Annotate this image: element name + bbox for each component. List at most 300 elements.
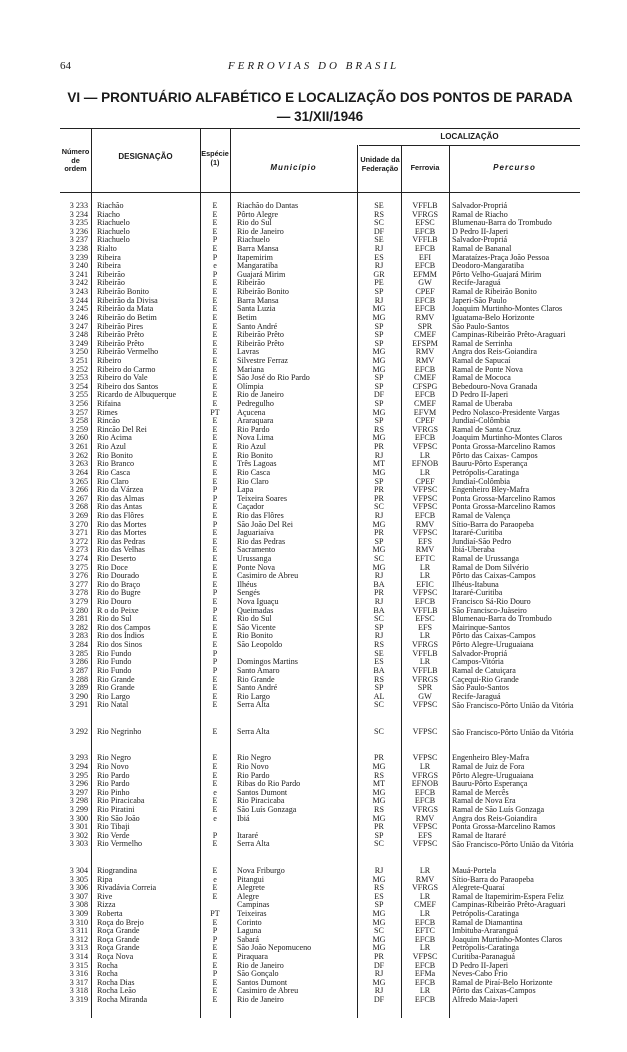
row-unidade: MG (372, 304, 386, 314)
row-municipio: Pitangui (237, 874, 264, 884)
row-ferrovia: EFCB (414, 934, 436, 944)
row-number: 3 285 (69, 648, 88, 658)
row-number: 3 235 (69, 218, 88, 228)
row-ferrovia: LR (419, 562, 431, 572)
row-designacao: Rialto (97, 244, 117, 254)
row-designacao: Roça Grande (97, 926, 140, 936)
row-number: 3 283 (69, 631, 88, 641)
row-percurso: Francisco Sá-Rio Douro (452, 597, 531, 607)
row-especie: E (212, 700, 218, 710)
row-percurso: Neves-Cabo Frio (452, 969, 508, 979)
row-unidade: RJ (374, 597, 384, 607)
row-ferrovia: EFMa (414, 969, 436, 979)
row-especie: E (212, 952, 218, 962)
row-designacao: Rio Doce (97, 562, 128, 572)
row-number: 3 302 (69, 830, 88, 840)
row-especie: E (212, 891, 218, 901)
row-designacao: Roça Grande (97, 934, 140, 944)
row-ferrovia: VFRGS (411, 640, 439, 650)
row-municipio: Teixeiras (237, 908, 267, 918)
row-especie: E (212, 986, 218, 996)
row-municipio: Serra Alta (237, 726, 270, 736)
row-percurso: Ramal de Mococa (452, 373, 511, 383)
row-number: 3 289 (69, 683, 88, 693)
page-number: 64 (60, 60, 71, 72)
row-percurso: Ponta Grossa-Marcelino Ramos (452, 502, 556, 512)
header-bottom-rule (60, 192, 580, 193)
row-number: 3 236 (69, 226, 88, 236)
row-number: 3 251 (69, 355, 88, 365)
row-percurso: Sítio-Barra do Paraopeba (452, 874, 534, 884)
row-unidade: SP (374, 381, 384, 391)
row-percurso: D Pedro II-Japeri (452, 226, 509, 236)
row-unidade: BA (373, 665, 385, 675)
row-especie: E (212, 442, 218, 452)
row-designacao: Rio do Bugre (97, 588, 141, 598)
row-ferrovia: CMEF (413, 900, 437, 910)
row-unidade: RJ (374, 865, 384, 875)
row-unidade: SC (374, 502, 384, 512)
row-ferrovia: LR (419, 943, 431, 953)
table-row (60, 684, 580, 693)
row-percurso: Pedro Nolasco-Presidente Vargas (452, 407, 560, 417)
row-unidade: SC (374, 218, 384, 228)
row-number: 3 249 (69, 338, 88, 348)
row-unidade: ES (374, 891, 384, 901)
row-municipio: Santo André (237, 321, 278, 331)
row-unidade: PR (374, 493, 384, 503)
row-especie: E (212, 355, 218, 365)
row-unidade: DF (373, 390, 385, 400)
row-especie: P (212, 235, 218, 245)
section-title-line1: VI — PRONTUÁRIO ALFABÉTICO E LOCALIZAÇÃO DOS PONTOS DE PARADA (67, 90, 573, 105)
row-unidade: RJ (374, 986, 384, 996)
row-ferrovia: CMEF (413, 373, 437, 383)
row-unidade: PR (374, 753, 384, 763)
row-ferrovia: VFPSC (412, 822, 438, 832)
row-ferrovia: VFPSC (412, 839, 438, 849)
row-ferrovia: EFCB (414, 244, 436, 254)
row-municipio: Alegrete (237, 883, 265, 893)
row-percurso: São Francisco-Pôrto União da Vitória (452, 727, 574, 737)
row-number: 3 274 (69, 553, 88, 563)
row-ferrovia: LR (419, 761, 431, 771)
row-municipio: Ibiá (237, 813, 250, 823)
row-especie: E (212, 917, 218, 927)
row-especie: E (212, 770, 218, 780)
row-unidade: SC (374, 926, 384, 936)
row-number: 3 278 (69, 588, 88, 598)
row-number: 3 317 (69, 977, 88, 987)
row-percurso: Japeri-São Paulo (452, 295, 507, 305)
row-number: 3 275 (69, 562, 88, 572)
row-unidade: ES (374, 657, 384, 667)
row-especie: E (212, 779, 218, 789)
row-unidade: SC (374, 839, 384, 849)
row-ferrovia: LR (419, 891, 431, 901)
row-number: 3 313 (69, 943, 88, 953)
row-number: 3 315 (69, 960, 88, 970)
row-percurso: Campinas-Ribeirão Prêto-Araguari (452, 900, 566, 910)
row-number: 3 256 (69, 399, 88, 409)
row-designacao: Rio das Pedras (97, 536, 146, 546)
row-ferrovia: VFFLB (412, 235, 438, 245)
row-especie: E (212, 467, 218, 477)
row-percurso: Jundiaí-São Pedro (452, 536, 512, 546)
row-especie: E (212, 796, 218, 806)
row-ferrovia: EFCB (414, 960, 436, 970)
row-municipio: Rio do Sul (237, 218, 272, 228)
row-unidade: BA (373, 579, 385, 589)
row-especie: E (212, 640, 218, 650)
row-number: 3 238 (69, 244, 88, 254)
row-designacao: Ribeirão do Betim (97, 312, 157, 322)
row-designacao: Rio Piracicaba (97, 796, 145, 806)
row-designacao: Rocha Dias (97, 977, 135, 987)
row-municipio: Pedregulho (237, 399, 274, 409)
row-especie: E (212, 209, 218, 219)
row-unidade: RJ (374, 261, 384, 271)
row-percurso: Ilhéus-Itabuna (452, 579, 499, 589)
row-ferrovia: LR (419, 450, 431, 460)
row-percurso: Pôrto Alegre-Uruguaiana (452, 770, 534, 780)
row-designacao: Rio das Almas (97, 493, 145, 503)
row-municipio: Ribas do Rio Pardo (237, 779, 301, 789)
row-designacao: Rio Negrinho (97, 726, 142, 736)
row-especie: P (212, 269, 218, 279)
row-especie: E (212, 201, 218, 210)
row-unidade: SP (374, 321, 384, 331)
row-especie: P (212, 969, 218, 979)
row-municipio: Piraquara (237, 952, 269, 962)
row-designacao: Rio das Flôres (97, 510, 144, 520)
row-percurso: Ramal de Catuiçara (452, 665, 516, 675)
row-number: 3 314 (69, 952, 88, 962)
row-ferrovia: EFSPM (412, 338, 438, 348)
row-especie: E (212, 726, 218, 736)
row-unidade: SP (374, 330, 384, 340)
row-municipio: Lavras (237, 347, 260, 357)
row-designacao: Rio Deserto (97, 553, 136, 563)
row-percurso: Petrópolis-Caratinga (452, 943, 519, 953)
row-number: 3 287 (69, 665, 88, 675)
row-percurso: Angra dos Reis-Goiandira (452, 347, 537, 357)
row-designacao: Rio Verde (97, 830, 130, 840)
row-municipio: Rio Azul (237, 442, 267, 452)
row-ferrovia: EFSC (415, 218, 435, 228)
row-especie: E (212, 304, 218, 314)
row-designacao: Rio Pardo (97, 779, 130, 789)
row-municipio: Rio Bonito (237, 450, 273, 460)
row-percurso: Mauá-Portela (452, 865, 497, 875)
row-ferrovia: VFFLB (412, 648, 438, 658)
row-number: 3 271 (69, 528, 88, 538)
row-municipio: Rio Negro (237, 753, 271, 763)
row-number: 3 311 (70, 926, 88, 936)
row-especie: E (212, 545, 218, 555)
row-unidade: SP (374, 536, 384, 546)
header-ferrovia: Ferrovia (410, 163, 440, 172)
row-municipio: Santo Amaro (237, 665, 280, 675)
row-unidade: MG (372, 796, 386, 806)
row-number: 3 260 (69, 433, 88, 443)
row-especie: E (212, 528, 218, 538)
row-especie: E (212, 330, 218, 340)
row-municipio: Rio Claro (237, 476, 269, 486)
row-number: 3 250 (69, 347, 88, 357)
localizacao-rule (359, 145, 580, 146)
row-ferrovia: EFCB (414, 226, 436, 236)
row-municipio: São João Nepomuceno (237, 943, 312, 953)
row-municipio: Sengés (237, 588, 260, 598)
row-number: 3 282 (69, 622, 88, 632)
row-designacao: Roberta (97, 908, 123, 918)
row-number: 3 234 (69, 209, 88, 219)
row-designacao: Riachuelo (97, 218, 130, 228)
row-municipio: Campinas (237, 900, 270, 910)
row-ferrovia: EFCB (414, 295, 436, 305)
row-municipio: Barra Mansa (237, 244, 279, 254)
row-ferrovia: VFRGS (411, 805, 439, 814)
row-especie: E (212, 399, 218, 409)
row-percurso: Ramal de Bananal (452, 244, 512, 254)
row-percurso: D Pedro II-Japeri (452, 390, 509, 400)
row-municipio: Ribeirão (237, 278, 265, 288)
row-percurso: Blumenau-Barra do Trombudo (452, 218, 552, 228)
row-number: 3 262 (69, 450, 88, 460)
row-municipio: Domingos Martins (237, 657, 298, 667)
row-unidade: MT (372, 779, 386, 789)
row-ferrovia: EFCB (414, 995, 436, 1005)
running-title: FERROVIAS DO BRASIL (227, 60, 400, 72)
row-unidade: PR (374, 822, 384, 832)
row-ferrovia: EFCB (414, 304, 436, 314)
row-unidade: DF (373, 960, 385, 970)
row-ferrovia: VFPSC (412, 442, 438, 452)
row-designacao: Rio Dourado (97, 571, 140, 581)
row-percurso: Ramal de Itararé (452, 830, 506, 840)
row-unidade: PR (374, 588, 384, 598)
row-number: 3 318 (69, 986, 88, 996)
row-municipio: Casimiro de Abreu (237, 986, 299, 996)
row-designacao: Rio Novo (97, 761, 129, 771)
header-percurso: Percurso (493, 163, 536, 172)
row-number: 3 279 (69, 597, 88, 607)
row-municipio: Itapemirim (237, 252, 273, 262)
row-designacao: Roça Grande (97, 943, 140, 953)
row-unidade: SE (374, 235, 384, 245)
row-unidade: MG (372, 347, 386, 357)
row-designacao: Ribeiro dos Santos (97, 381, 159, 391)
row-municipio: Araraquara (237, 416, 274, 426)
row-percurso: Ramal de Juiz de Fora (452, 761, 525, 771)
row-municipio: Ribeirão Prêto (237, 338, 284, 348)
row-number: 3 253 (69, 373, 88, 383)
row-percurso: Jundiaí-Colômbia (452, 476, 510, 486)
row-designacao: Rio das Mortes (97, 519, 147, 529)
row-designacao: Riacho (97, 209, 120, 219)
row-ferrovia: SPR (417, 683, 433, 693)
row-designacao: Rocha Leão (97, 986, 136, 996)
row-number: 3 309 (69, 908, 88, 918)
row-percurso: Ramal de Piraí-Belo Horizonte (452, 977, 553, 987)
row-number: 3 297 (69, 787, 88, 797)
row-municipio: São Vicente (237, 622, 276, 632)
row-designacao: Rivadávia Correia (97, 883, 157, 893)
row-municipio: Teixeira Soares (237, 493, 287, 503)
row-designacao: Rio Casca (97, 467, 131, 477)
row-ferrovia: EFNOB (411, 459, 439, 469)
row-especie: E (212, 338, 218, 348)
row-designacao: Rio Tibaji (97, 822, 130, 832)
row-municipio: Alegre (237, 891, 260, 901)
row-municipio: Sacramento (237, 545, 276, 555)
row-especie: e (213, 261, 217, 271)
row-especie: P (212, 926, 218, 936)
row-number: 3 303 (69, 839, 88, 849)
row-ferrovia: EFMM (413, 269, 437, 279)
row-municipio: Riachão do Dantas (237, 201, 299, 210)
row-ferrovia: EFCB (414, 510, 436, 520)
row-ferrovia: VFPSC (412, 700, 438, 710)
row-unidade: RJ (374, 244, 384, 254)
row-municipio: Rio Pardo (237, 424, 270, 434)
row-municipio: Rio Bonito (237, 631, 273, 641)
row-percurso: Salvador-Propriá (452, 201, 508, 210)
row-designacao: Rio do Sul (97, 614, 132, 624)
row-municipio: Rio de Janeiro (237, 995, 284, 1005)
row-especie: P (212, 657, 218, 667)
row-unidade: MG (372, 519, 386, 529)
row-number: 3 298 (69, 796, 88, 806)
table-row (60, 728, 580, 746)
row-especie: P (212, 665, 218, 675)
row-percurso: Imbituba-Araranguá (452, 926, 519, 936)
row-unidade: RS (374, 883, 384, 893)
row-unidade: SC (374, 726, 384, 736)
table-row (60, 271, 580, 280)
row-designacao: Rifaina (97, 399, 121, 409)
row-ferrovia: EFCB (414, 787, 436, 797)
row-especie: E (212, 562, 218, 572)
row-especie: E (212, 218, 218, 228)
header-unidade: Unidade da Federação (360, 155, 400, 173)
row-designacao: Rocha (97, 969, 118, 979)
row-percurso: Pôrto das Caixas-Campos (452, 986, 536, 996)
row-especie: E (212, 321, 218, 331)
row-unidade: MG (372, 407, 386, 417)
row-percurso: São Francisco-Pôrto União da Vitória (452, 840, 574, 850)
row-number: 3 310 (69, 917, 88, 927)
row-municipio: Rio Piracicaba (237, 796, 285, 806)
row-designacao: Rio Grande (97, 674, 135, 684)
row-number: 3 247 (69, 321, 88, 331)
row-ferrovia: EFSC (415, 614, 435, 624)
row-municipio: Rio Largo (237, 691, 270, 701)
row-unidade: BA (373, 605, 385, 615)
row-ferrovia: VFPSC (412, 528, 438, 538)
header-localizacao: LOCALIZAÇÃO (440, 132, 499, 141)
row-percurso: São Francisco-Juàseiro (452, 605, 527, 615)
row-ferrovia: VFFLB (412, 665, 438, 675)
row-municipio: Caçador (237, 502, 264, 512)
row-unidade: MG (372, 312, 386, 322)
row-ferrovia: VFRGS (411, 209, 439, 219)
row-especie: E (212, 674, 218, 684)
row-municipio: Urussanga (237, 553, 272, 563)
row-municipio: Ponte Nova (237, 562, 275, 572)
row-municipio: Serra Alta (237, 839, 270, 849)
row-municipio: Rio das Pedras (237, 536, 286, 546)
row-especie: E (212, 571, 218, 581)
row-number: 3 269 (69, 510, 88, 520)
row-municipio: Santos Dumont (237, 787, 288, 797)
row-especie: E (212, 691, 218, 701)
row-especie: E (212, 553, 218, 563)
row-designacao: Rio Fundo (97, 648, 132, 658)
row-percurso: Ibiá-Uberaba (452, 545, 495, 555)
row-unidade: AL (373, 691, 385, 701)
row-ferrovia: VFPSC (412, 588, 438, 598)
row-designacao: Rio Vermelho (97, 839, 143, 849)
row-unidade: RS (374, 770, 384, 780)
row-municipio: Nova Iguaçu (237, 597, 279, 607)
row-designacao: Ribeirão Vermelho (97, 347, 159, 357)
row-percurso: Campos-Vitória (452, 657, 504, 667)
row-number: 3 296 (69, 779, 88, 789)
row-designacao: Ribeirão (97, 269, 125, 279)
row-percurso: Ramal de Valença (452, 510, 511, 520)
row-ferrovia: EFCB (414, 433, 436, 443)
row-percurso: Alegrete-Quaraí (452, 883, 505, 893)
row-designacao: Rio Claro (97, 476, 129, 486)
row-ferrovia: VFFLB (412, 605, 438, 615)
row-designacao: Rio dos Campos (97, 622, 151, 632)
row-percurso: Itararé-Curitiba (452, 528, 503, 538)
row-number: 3 273 (69, 545, 88, 555)
row-municipio: Barra Mansa (237, 295, 279, 305)
row-especie: P (212, 519, 218, 529)
row-ferrovia: VFPSC (412, 493, 438, 503)
row-ferrovia: LR (419, 467, 431, 477)
row-designacao: Rio Bonito (97, 450, 133, 460)
row-number: 3 292 (69, 726, 88, 736)
row-especie: E (212, 424, 218, 434)
row-unidade: SC (374, 700, 384, 710)
row-ferrovia: CPEF (415, 416, 435, 426)
row-number: 3 243 (69, 287, 88, 297)
row-percurso: D Pedro II-Japeri (452, 960, 509, 970)
row-number: 3 300 (69, 813, 88, 823)
row-especie: E (212, 753, 218, 763)
row-municipio: Mariana (237, 364, 264, 374)
row-municipio: Betim (237, 312, 257, 322)
row-especie: E (212, 510, 218, 520)
row-ferrovia: VFRGS (411, 424, 439, 434)
row-ferrovia: RMV (415, 813, 435, 823)
row-number: 3 276 (69, 571, 88, 581)
row-designacao: R o do Peixe (97, 605, 139, 615)
row-percurso: Ramal de Serrinha (452, 338, 513, 348)
row-municipio: Rio das Flôres (237, 510, 284, 520)
row-municipio: Ribeirão Bonito (237, 287, 289, 297)
row-number: 3 266 (69, 485, 88, 495)
row-especie: P (212, 934, 218, 944)
row-especie: PT (210, 407, 220, 417)
row-unidade: MG (372, 977, 386, 987)
row-number: 3 246 (69, 312, 88, 322)
row-ferrovia: EFCB (414, 796, 436, 806)
